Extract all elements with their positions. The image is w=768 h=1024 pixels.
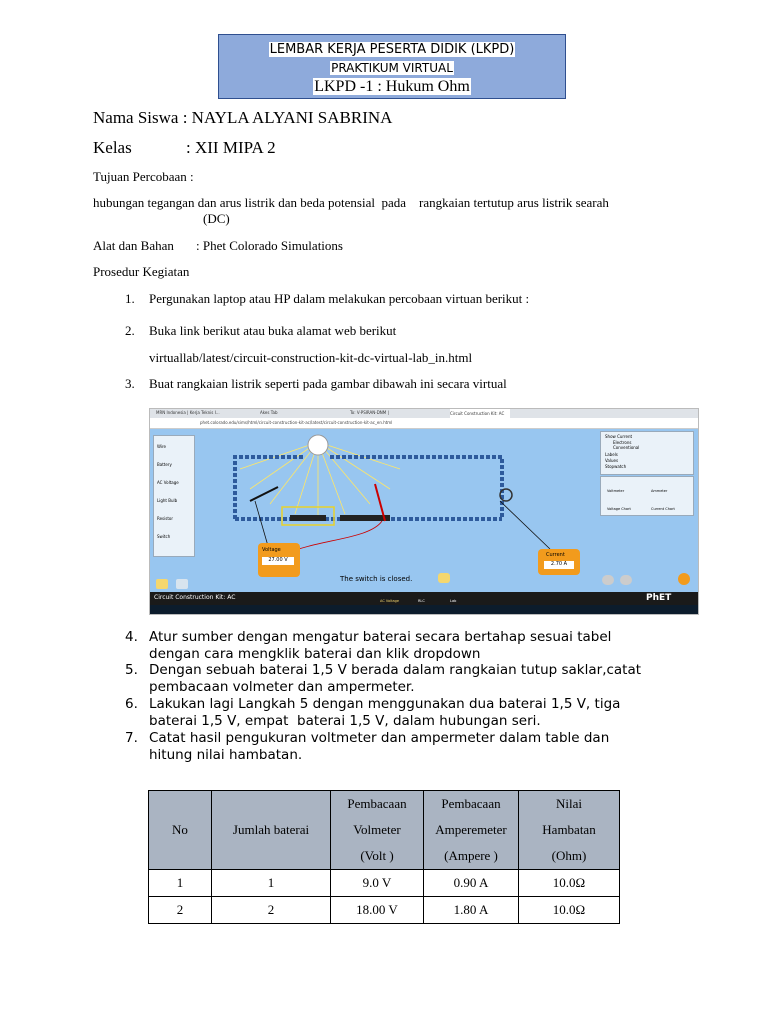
browser-tab[interactable]: MRN Indonesia | Kerja Teknis I... [156, 410, 220, 415]
table-cell: 10.0Ω [519, 897, 620, 924]
table-row [149, 897, 620, 924]
class-value: : XII MIPA 2 [186, 138, 276, 157]
step-number: 1. [125, 291, 135, 306]
ammeter-label: Current [546, 552, 565, 558]
browser-tab[interactable]: Akes Tab [260, 410, 278, 415]
browser-tab[interactable]: To: V-PSIRAN-DNM | [350, 410, 389, 415]
tool-battery[interactable]: Battery [157, 462, 172, 467]
worksheet-title: LEMBAR KERJA PESERTA DIDIK (LKPD) [269, 42, 515, 57]
header-line [212, 791, 330, 817]
header-line: Jumlah baterai [232, 822, 310, 837]
light-bulb [308, 435, 328, 455]
table-row [149, 870, 620, 897]
goal-heading: Tujuan Percobaan : [93, 169, 194, 184]
header-line: Volmeter [353, 822, 401, 837]
table-cell: 2 [212, 897, 331, 924]
header-cell [424, 791, 519, 870]
sim-footer [150, 592, 698, 605]
voltmeter-reading: 27.00 V [262, 557, 294, 565]
step-text: Atur sumber dengan mengatur baterai secara bertahap sesuai tabel [149, 629, 612, 645]
step-number: 4. [125, 629, 138, 645]
ammeter-lead [500, 501, 550, 549]
title-box [218, 34, 566, 99]
header-cell [212, 791, 331, 870]
step-link[interactable]: virtuallab/latest/circuit-construction-kit-dc-virtual-lab_in.html [149, 350, 473, 365]
table-cell: 2 [149, 897, 212, 924]
table-cell: 0.90 A [424, 870, 519, 897]
header-line: (Ohm) [551, 848, 587, 863]
footer-tab-lab[interactable]: Lab [450, 599, 457, 603]
option-values[interactable]: Values [605, 458, 619, 463]
tools-label: Alat dan Bahan [93, 238, 174, 253]
tool-light-bulb[interactable]: Light Bulb [157, 498, 178, 503]
goal-text-2: (DC) [203, 211, 230, 226]
step-number: 2. [125, 323, 135, 338]
zoom-in-icon[interactable] [156, 579, 168, 589]
header-line: Nilai [556, 796, 582, 811]
table-cell: 1 [212, 870, 331, 897]
step-text: hitung nilai hambatan. [149, 747, 303, 763]
step-text: Buka link berikut atau buka alamat web berikut [149, 323, 397, 338]
browser-tab-bar [150, 409, 698, 418]
pause-button[interactable] [602, 575, 614, 585]
option-labels[interactable]: Labels [605, 452, 618, 457]
tool-ac-voltage[interactable]: AC Voltage [157, 480, 179, 485]
step-text: Buat rangkaian listrik seperti pada gambar dibawah ini secara virtual [149, 376, 507, 391]
header-line: Pembacaan [347, 796, 407, 811]
zoom-out-icon[interactable] [176, 579, 188, 589]
table-cell: 1.80 A [424, 897, 519, 924]
step-number: 3. [125, 376, 135, 391]
browser-address-bar[interactable] [150, 418, 698, 429]
tools-value: : Phet Colorado Simulations [196, 238, 343, 253]
simulation-screenshot [149, 408, 699, 615]
sim-title: Circuit Construction Kit: AC [154, 594, 236, 601]
table-header-row [149, 791, 620, 870]
header-line [149, 791, 211, 817]
header-line: Pembacaan [441, 796, 501, 811]
procedure-heading: Prosedur Kegiatan [93, 264, 190, 279]
voltmeter-label: Voltage [262, 547, 281, 553]
switch-status: The switch is closed. [340, 575, 413, 583]
voltmeter[interactable] [258, 543, 300, 577]
tools-panel [600, 476, 694, 516]
header-line: (Ampere ) [444, 848, 498, 863]
black-lead [255, 501, 268, 546]
phet-logo: PhET [646, 593, 672, 603]
option-show-current[interactable]: Show Current [605, 434, 633, 439]
ammeter[interactable] [538, 549, 580, 575]
table-cell: 9.0 V [331, 870, 424, 897]
worksheet-topic: LKPD -1 : Hukum Ohm [314, 78, 470, 95]
header-line: Amperemeter [435, 822, 507, 837]
class-label: Kelas [93, 138, 132, 157]
tool-ammeter[interactable]: Ammeter [651, 489, 668, 493]
option-conventional[interactable]: Conventional [613, 445, 640, 450]
step-button[interactable] [620, 575, 632, 585]
header-cell [149, 791, 212, 870]
browser-tab-active[interactable]: Circuit Construction Kit: AC [450, 409, 510, 418]
step-number: 7. [125, 730, 138, 746]
battery [340, 515, 390, 521]
results-table [148, 790, 620, 924]
worksheet-subtitle: PRAKTIKUM VIRTUAL [331, 61, 453, 75]
table-cell: 18.00 V [331, 897, 424, 924]
step-text: Lakukan lagi Langkah 5 dengan menggunakan dua baterai 1,5 V, tiga [149, 696, 621, 712]
tool-resistor[interactable]: Resistor [157, 516, 173, 521]
student-name: Nama Siswa : NAYLA ALYANI SABRINA [93, 108, 393, 127]
taskbar [150, 605, 698, 614]
tool-voltmeter[interactable]: Voltmeter [607, 489, 625, 493]
tool-current-chart[interactable]: Current Chart [651, 507, 675, 511]
header-cell [331, 791, 424, 870]
table-cell: 1 [149, 870, 212, 897]
footer-tab-ac-voltage[interactable]: AC Voltage [380, 599, 400, 603]
step-text: Dengan sebuah baterai 1,5 V berada dalam rangkaian tutup saklar,catat [149, 662, 642, 678]
options-panel [600, 431, 694, 475]
header-cell [519, 791, 620, 870]
header-line: (Volt ) [360, 848, 394, 863]
step-text: dengan cara mengklik baterai dan klik dropdown [149, 646, 481, 662]
url-text: phet.colorado.edu/sims/html/circuit-construction-kit-ac/latest/circuit-construction-kit-ac_en.html [200, 420, 393, 425]
step-text: baterai 1,5 V, empat baterai 1,5 V, dalam hubungan seri. [149, 713, 541, 729]
ammeter-reading: 2.70 A [544, 561, 574, 569]
step-number: 5. [125, 662, 138, 678]
table-cell: 10.0Ω [519, 870, 620, 897]
option-electrons[interactable]: Electrons [613, 440, 632, 445]
tool-voltage-chart[interactable]: Voltage Chart [607, 507, 631, 511]
trash-icon[interactable] [438, 573, 450, 583]
step-text: Catat hasil pengukuran voltmeter dan ampermeter dalam table dan [149, 730, 610, 746]
step-number: 6. [125, 696, 138, 712]
step-text: Pergunakan laptop atau HP dalam melakukan percobaan virtuan berikut : [149, 291, 530, 306]
goal-text-1: hubungan tegangan dan arus listrik dan beda potensial pada rangkaian tertutup arus listrik searah [93, 195, 609, 210]
footer-tab-rlc[interactable]: RLC [418, 599, 425, 603]
tool-switch[interactable]: Switch [157, 534, 171, 539]
header-line: No [172, 822, 188, 837]
tool-wire[interactable]: Wire [157, 444, 166, 449]
header-line: Hambatan [542, 822, 596, 837]
step-text: pembacaan volmeter dan ampermeter. [149, 679, 415, 695]
reset-icon[interactable] [678, 573, 690, 585]
option-stopwatch[interactable]: Stopwatch [605, 464, 627, 469]
battery [290, 515, 326, 521]
